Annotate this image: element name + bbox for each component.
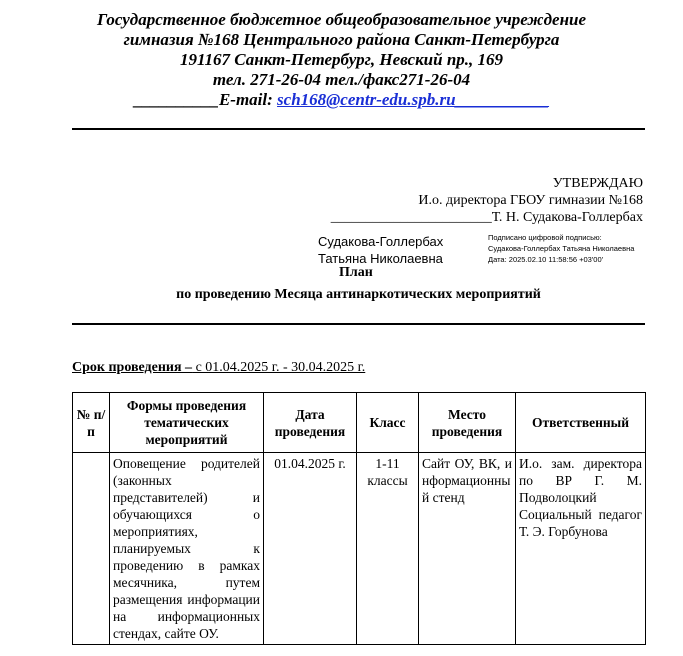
signature-line: _______________________: [330, 210, 492, 225]
cell-class: 1-11 классы: [357, 453, 419, 645]
school-name-line: Государственное бюджетное общеобразовательное учреждение: [96, 10, 587, 29]
cell-form: Оповещение родителей (законных представителей) и обучающихся о мероприятиях, планируемых к проведению в рамках месячника, путем размещения информации на информационных стендах, сайте ОУ.: [110, 453, 264, 645]
school-phone-line: тел. 271-26-04 тел./факс271-26-04: [212, 70, 471, 89]
period-value: с 01.04.2025 г. - 30.04.2025 г.: [192, 360, 366, 375]
signature-date: Дата: 2025.02.10 11:58:56 +03'00': [488, 255, 604, 264]
email-link[interactable]: sch168@centr-edu.spb.ru: [277, 90, 456, 109]
header-divider: [72, 128, 645, 130]
approval-signature-row: [331, 210, 643, 226]
title-divider: [72, 323, 645, 325]
cell-date: 01.04.2025 г.: [264, 453, 357, 645]
email-prefix: __________E-mail:: [133, 90, 278, 109]
col-responsible-header: Ответственный: [516, 393, 646, 453]
cell-place: Сайт ОУ, ВК, информационный стенд: [419, 453, 516, 645]
table-row: [73, 453, 646, 645]
col-number-header: № п/п: [73, 393, 110, 453]
approval-position: И.о. директора ГБОУ гимназии №168: [418, 193, 643, 208]
col-form-header: Формы проведения тематических мероприятий: [110, 393, 264, 453]
digital-signer-line2: Татьяна Николаевна: [318, 251, 443, 266]
approval-title: УТВЕРЖДАЮ: [552, 176, 643, 191]
period-label: Срок проведения –: [72, 360, 193, 375]
signature-signer-full: Судакова-Голлербах Татьяна Николаевна: [488, 244, 635, 253]
approver-name: Т. Н. Судакова-Голлербах: [491, 210, 643, 225]
email-suffix: ___________: [455, 90, 550, 109]
digital-signer-name: [318, 233, 443, 267]
digital-signature-details: [488, 232, 634, 265]
table-header-row: [73, 393, 646, 453]
school-address-line: 191167 Санкт-Петербург, Невский пр., 169: [179, 50, 504, 69]
cell-responsible: И.о. зам. директора по ВР Г. М. Подволоцкий Социальный педагог Т. Э. Горбунова: [516, 453, 646, 645]
col-date-header: Дата проведения: [264, 393, 357, 453]
cell-number: [73, 453, 110, 645]
school-gymnasium-line: гимназия №168 Центрального района Санкт-Петербурга: [123, 30, 560, 49]
signature-caption: Подписано цифровой подписью:: [488, 233, 602, 242]
events-table: [72, 392, 646, 645]
col-place-header: Место проведения: [419, 393, 516, 453]
period-row: [72, 360, 365, 376]
school-email-line: [0, 90, 683, 110]
plan-subtitle: по проведению Месяца антинаркотических мероприятий: [176, 287, 541, 302]
col-class-header: Класс: [357, 393, 419, 453]
digital-signer-line1: Судакова-Голлербах: [318, 234, 444, 249]
plan-title: План: [339, 265, 373, 280]
